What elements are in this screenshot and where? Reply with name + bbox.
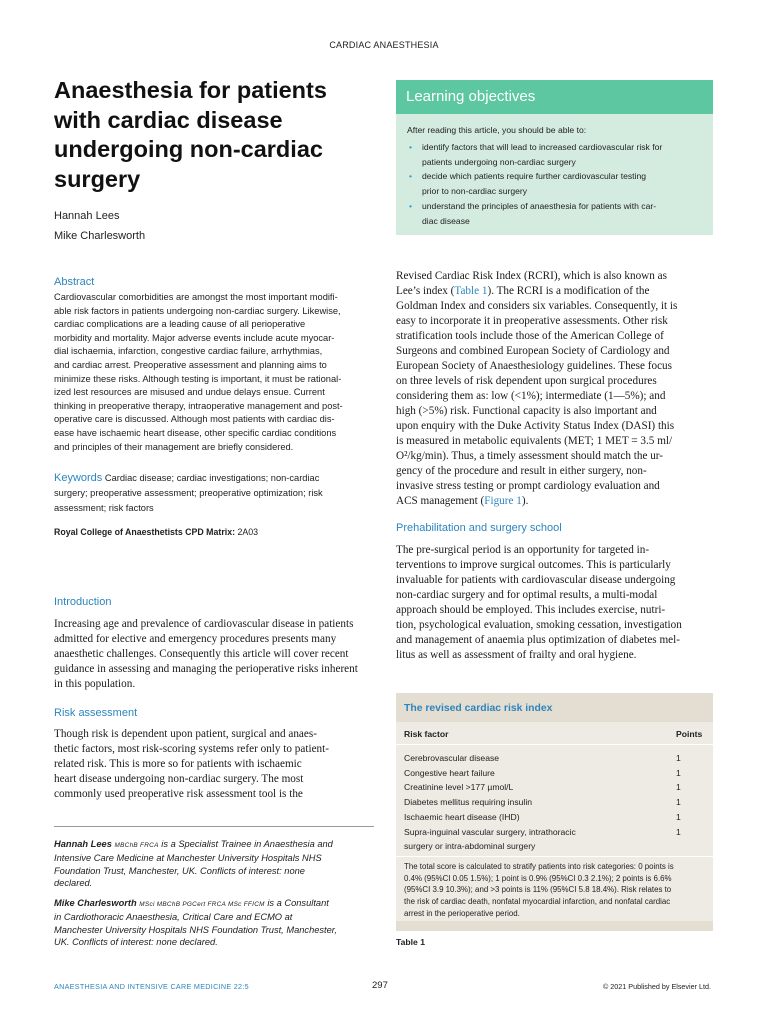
- points-cell: 1: [676, 753, 681, 763]
- prehab-body: [396, 543, 713, 663]
- body-line: [396, 284, 713, 299]
- risk-factor-cell: Congestive heart failure: [404, 767, 495, 778]
- abstract-line: morbidity and mortality. Major adverse events include acute myocar-: [54, 332, 335, 343]
- points-cell: 1: [676, 826, 681, 837]
- bio-line: in Cardiothoracic Anaesthesia, Critical Care and ECMO at: [54, 912, 293, 923]
- cpd-label: Royal College of Anaesthetists CPD Matrix:: [54, 527, 236, 537]
- column-header-points: Points: [676, 729, 703, 739]
- page-footer: [0, 976, 768, 996]
- keywords-line: surgery; preoperative assessment; preoperative optimization; risk: [54, 488, 323, 498]
- body-line: Goldman Index and considers six variables. Consequently, it is: [396, 300, 678, 312]
- objective-line: • decide which patients require further cardiovascular testing: [422, 171, 647, 182]
- objective-line: • identify factors that will lead to increased cardiovascular risk for: [422, 142, 663, 152]
- table-label: Table 1: [396, 937, 425, 947]
- learning-objective-item: [407, 199, 703, 228]
- risk-factor-cell: Diabetes mellitus requiring insulin: [404, 797, 533, 808]
- table-row: [404, 795, 704, 810]
- bio-line: Intensive Care Medicine at Manchester University Hospitals NHS: [54, 853, 322, 864]
- body-line: anaesthetic challenges. Consequently this article will cover recent: [54, 648, 349, 660]
- risk-factor-line: surgery or intra-abdominal surgery: [404, 841, 536, 852]
- body-line: on three levels of risk dependent upon surgical procedures: [396, 375, 657, 387]
- footnote-line: the risk of cardiac death, nonfatal myocardial infarction, and nonfatal cardiac: [404, 897, 671, 907]
- body-line: tion, psychological evaluation, smoking cessation, investigation: [396, 619, 682, 631]
- footer-journal: ANAESTHESIA AND INTENSIVE CARE MEDICINE 22:5: [54, 982, 249, 991]
- keywords-block: [54, 471, 374, 516]
- learning-objectives-intro: After reading this article, you should be able to:: [407, 125, 587, 135]
- abstract-line: and cardiac arrest. Preoperative assessment and planning aims to: [54, 359, 327, 370]
- bio-credentials: MBChB FRCA: [114, 842, 159, 849]
- abstract-heading: Abstract: [54, 276, 95, 288]
- learning-objectives-box: [396, 80, 713, 235]
- title-line: undergoing non-cardiac: [54, 136, 323, 162]
- text-fragment: ACS management (: [396, 495, 485, 507]
- text-fragment: Lee’s index (: [396, 285, 455, 297]
- body-line: invasive stress testing or prompt cardiology evaluation and: [396, 480, 660, 492]
- introduction-body: [54, 617, 374, 692]
- bio-divider: [54, 826, 374, 827]
- points-cell: 1: [676, 797, 681, 808]
- table-row: [404, 766, 704, 781]
- learning-objective-item: [407, 140, 703, 169]
- body-line: terventions to improve surgical outcomes. This is particularly: [396, 559, 671, 571]
- title-line: Anaesthesia for patients: [54, 77, 327, 103]
- footnote-line: (95%CI 3.9 10.3%); and >3 points is 11% (95%CI 5.8 18.4%). Risk relates to: [404, 885, 672, 895]
- note-divider: [396, 856, 713, 857]
- objective-line: prior to non-cardiac surgery: [422, 186, 528, 197]
- bio-line: Foundation Trust, Manchester, UK. Conflicts of interest: none: [54, 865, 305, 876]
- keywords-line: [54, 471, 374, 486]
- body-line: European Society of Anaesthesiology guidelines. These focus: [396, 360, 672, 372]
- body-line: Surgeons and combined European Society of Cardiology and: [396, 345, 670, 357]
- text-fragment: ).: [521, 495, 529, 507]
- body-line: is measured in metabolic equivalents (MET; 1 MET = 3.5 ml/: [396, 435, 673, 447]
- footnote-line: 0.4% (95%CI 0.05 1.5%); 1 point is 0.9% (95%CI 0.3 2.1%); 2 points is 6.6%: [404, 873, 672, 883]
- body-line: heart disease undergoing non-cardiac surgery. The most: [54, 773, 304, 785]
- learning-objectives-list: [407, 140, 703, 228]
- risk-factor-cell: [404, 825, 659, 854]
- page-number: 297: [372, 980, 388, 991]
- bio-line: declared.: [54, 877, 93, 888]
- table-title: The revised cardiac risk index: [404, 703, 553, 714]
- body-line: and management of anaemia plus optimization of diabetes mel-: [396, 634, 680, 646]
- author-bio: [54, 897, 374, 948]
- cpd-value: 2A03: [237, 527, 259, 537]
- body-line: considering them as: low (<1%); intermediate (1—5%); and: [396, 390, 666, 402]
- abstract-line: and principles of their management are briefly considered.: [54, 441, 294, 452]
- table-1-link[interactable]: Table 1: [454, 285, 488, 297]
- introduction-heading: Introduction: [54, 596, 112, 608]
- objective-line: diac disease: [422, 215, 470, 226]
- bio-name: Mike Charlesworth: [54, 898, 137, 908]
- risk-assessment-heading: Risk assessment: [54, 707, 138, 719]
- body-line: The pre-surgical period is an opportunity for targeted in-: [396, 544, 650, 556]
- objective-line: • understand the principles of anaesthesia for patients with car-: [422, 200, 657, 211]
- body-line: thetic factors, most risk-scoring systems refer only to patient-: [54, 743, 329, 755]
- points-cell: 1: [676, 811, 681, 822]
- author-bio: [54, 838, 374, 889]
- abstract-body: [54, 291, 374, 454]
- column-header-risk-factor: Risk factor: [404, 729, 449, 739]
- title-line: surgery: [54, 165, 141, 192]
- abstract-line: Cardiovascular comorbidities are amongst the most important modifi-: [54, 292, 338, 302]
- abstract-line: ease have ischaemic heart disease, other specific cardiac conditions: [54, 427, 337, 438]
- learning-objective-item: [407, 169, 703, 198]
- author-name: Hannah Lees: [54, 210, 120, 222]
- body-line: approach should be employed. This includes exercise, nutri-: [396, 604, 666, 616]
- body-line: non-cardiac surgery and for optimal results, a multi-modal: [396, 589, 658, 601]
- body-line: gency of the procedure and result in either surgery, non-: [396, 465, 647, 477]
- bio-name: Hannah Lees: [54, 839, 112, 849]
- keywords-label: Keywords: [54, 472, 103, 484]
- abstract-line: able risk factors in patients undergoing non-cardiac surgery. Likewise,: [54, 305, 341, 316]
- rcri-table: [396, 693, 713, 931]
- author-name: Mike Charlesworth: [54, 230, 146, 242]
- abstract-line: ized lest resources are misused and undue delays ensue. Current: [54, 387, 325, 398]
- abstract-line: operative care is discussed. Although most patients with cardiac dis-: [54, 414, 335, 425]
- text-fragment: ). The RCRI is a modification of the: [487, 285, 650, 297]
- title-line: with cardiac disease: [54, 106, 283, 133]
- risk-assessment-body: [54, 727, 374, 802]
- body-line: Revised Cardiac Risk Index (RCRI), which is also known as: [396, 270, 667, 282]
- table-body: [396, 722, 713, 921]
- body-line: related risk. This is more so for patients with ischaemic: [54, 758, 302, 770]
- body-line: guidance in assessing and managing the perioperative risks inherent: [54, 663, 358, 675]
- body-line: invaluable for patients with cardiovascular disease undergoing: [396, 574, 676, 586]
- header-divider: [396, 744, 713, 745]
- points-cell: 1: [676, 782, 681, 793]
- abstract-line: dial ischaemia, infarction, congestive cardiac failure, arrhythmias,: [54, 346, 323, 357]
- body-line: high (>5%) risk. Functional capacity is also important and: [396, 405, 657, 417]
- body-line: O²/kg/min). Thus, a timely assessment should match the ur-: [396, 450, 664, 462]
- body-line: admitted for elective and emergency procedures presents many: [54, 633, 337, 645]
- risk-factor-line: Supra-inguinal vascular surgery, intrathoracic: [404, 826, 576, 837]
- body-line: easy to incorporate it in preoperative assessments. Other risk: [396, 315, 668, 327]
- table-row: [404, 825, 704, 854]
- rcri-paragraph: [396, 269, 713, 509]
- body-line: in this population.: [54, 678, 136, 690]
- bio-line: Manchester University Hospitals NHS Foundation Trust, Manchester,: [54, 924, 337, 935]
- bio-line: [54, 838, 374, 852]
- risk-factor-cell: Cerebrovascular disease: [404, 753, 500, 763]
- bio-text: is a Specialist Trainee in Anaesthesia and: [161, 839, 333, 849]
- risk-factor-cell: Creatinine level >177 µmol/L: [404, 782, 514, 793]
- keywords-text: Cardiac disease; cardiac investigations; non-cardiac: [104, 473, 320, 483]
- risk-factor-cell: Ischaemic heart disease (IHD): [404, 811, 520, 822]
- running-header: CARDIAC ANAESTHESIA: [329, 40, 439, 50]
- learning-objectives-heading: Learning objectives: [396, 80, 713, 114]
- objective-line: patients undergoing non-cardiac surgery: [422, 156, 576, 167]
- footnote-line: arrest in the perioperative period.: [404, 908, 520, 918]
- figure-1-link[interactable]: Figure 1: [484, 495, 522, 507]
- table-row: [404, 810, 704, 825]
- body-line: commonly used preoperative risk assessment tool is the: [54, 788, 303, 800]
- cpd-matrix: [54, 527, 258, 537]
- table-row: [404, 780, 704, 795]
- bio-line: [54, 897, 374, 911]
- prehab-heading: Prehabilitation and surgery school: [396, 522, 562, 534]
- abstract-line: thinking in preoperative therapy, intraoperative management and post-: [54, 400, 343, 411]
- body-line: litus as well as assessment of frailty and oral hygiene.: [396, 649, 637, 661]
- table-footnote: [404, 861, 706, 920]
- table-row: [404, 751, 704, 766]
- abstract-line: minimize these risks. Although testing is important, it must be rational-: [54, 373, 342, 384]
- body-line: stratification tools include those of the American College of: [396, 330, 664, 342]
- footnote-line: The total score is calculated to stratify patients into risk categories: 0 points is: [404, 862, 674, 871]
- points-cell: 1: [676, 767, 681, 778]
- bio-text: is a Consultant: [267, 898, 329, 908]
- keywords-line: assessment; risk factors: [54, 503, 154, 513]
- body-line: Though risk is dependent upon patient, surgical and anaes-: [54, 728, 317, 740]
- footer-copyright: © 2021 Published by Elsevier Ltd.: [603, 982, 711, 991]
- abstract-line: cardiac complications are a leading cause of all perioperative: [54, 319, 306, 330]
- bio-credentials: MSci MBChB PGCert FRCA MSc FFICM: [139, 901, 265, 908]
- body-line: [396, 494, 713, 509]
- article-title: [54, 76, 374, 194]
- body-line: upon enquiry with the Duke Activity Status Index (DASI) this: [396, 420, 675, 432]
- bio-line: UK. Conflicts of interest: none declared.: [54, 936, 218, 947]
- body-line: Increasing age and prevalence of cardiovascular disease in patients: [54, 618, 354, 630]
